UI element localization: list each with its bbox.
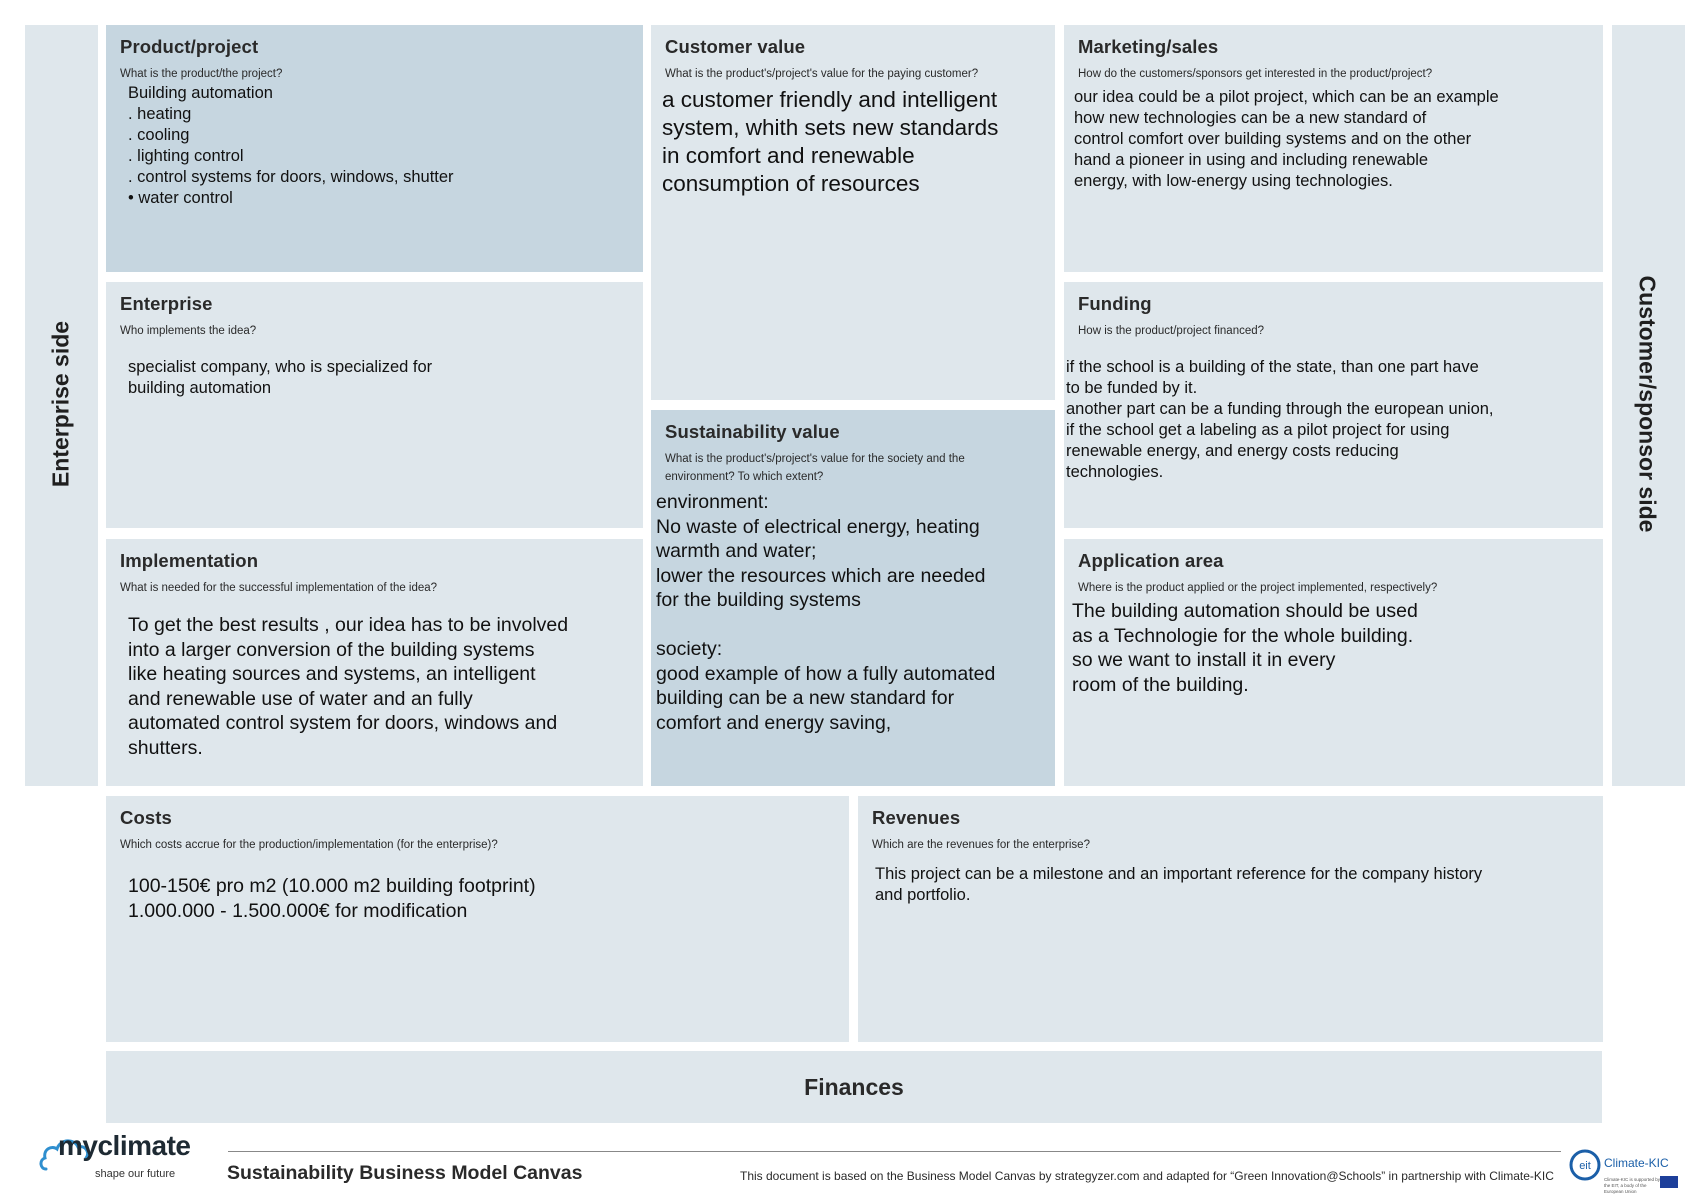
product-content: Building automation . heating . cooling . lighting control . control systems for doors, windows, shutter • water control: [128, 84, 454, 207]
implementation-box[interactable]: [106, 539, 643, 786]
implementation-question: What is needed for the successful implementation of the idea?: [120, 582, 438, 594]
customer-value-question: What is the product's/project's value for the paying customer?: [665, 68, 979, 80]
application-title: Application area: [1078, 550, 1224, 571]
logo-name: myclimate: [58, 1130, 191, 1161]
funding-question: How is the product/project financed?: [1078, 325, 1265, 337]
implementation-content: To get the best results , our idea has to be involved into a larger conversion of the building systems like heating sources and systems, an intelligent and renewable use of water and an fully automated control system for doors, windows and shutters.: [128, 614, 569, 759]
product-title: Product/project: [120, 36, 259, 57]
revenues-content: This project can be a milestone and an important reference for the company history and portfolio.: [875, 865, 1483, 904]
implementation-title: Implementation: [120, 550, 259, 571]
eu-flag-icon: [1660, 1176, 1678, 1188]
finances-bar: Finances: [106, 1051, 1602, 1123]
footer-note: This document is based on the Business Model Canvas by strategyzer.com and adapted for “Green Innovation@Schools” in partnership with Climate-KIC: [740, 1169, 1554, 1183]
costs-box[interactable]: [106, 796, 849, 1042]
enterprise-content: specialist company, who is specialized for building automation: [128, 358, 433, 397]
product-question: What is the product/the project?: [120, 68, 283, 80]
funding-title: Funding: [1078, 293, 1152, 314]
product-box[interactable]: [106, 25, 643, 272]
eit-mark: eit: [1579, 1160, 1591, 1172]
costs-content: 100-150€ pro m2 (10.000 m2 building footprint) 1.000.000 - 1.500.000€ for modification: [128, 875, 536, 922]
application-box[interactable]: [1064, 539, 1603, 786]
costs-question: Which costs accrue for the production/implementation (for the enterprise)?: [120, 839, 498, 851]
revenues-title: Revenues: [872, 807, 961, 828]
customer-side-label: Customer/sponsor side: [1634, 275, 1661, 533]
climate-kic-label: Climate-KIC: [1604, 1156, 1669, 1170]
enterprise-title: Enterprise: [120, 293, 213, 314]
revenues-box[interactable]: [858, 796, 1603, 1042]
enterprise-box[interactable]: [106, 282, 643, 528]
enterprise-side-label: Enterprise side: [47, 320, 74, 488]
canvas-title: Sustainability Business Model Canvas: [227, 1162, 583, 1184]
logo-tagline: shape our future: [95, 1168, 176, 1180]
customer-value-title: Customer value: [665, 36, 806, 57]
customer-value-content: a customer friendly and intelligent system, whith sets new standards in comfort and renewable consumption of resources: [662, 87, 999, 196]
sustainability-content: environment: No waste of electrical energy, heating warmth and water; lower the resources which are needed for the building systems society: good example of how a fully automated building can be a new standard for comfort and energy saving,: [656, 491, 996, 734]
footer-divider: [228, 1151, 1561, 1152]
marketing-content: our idea could be a pilot project, which can be an example how new technologies can be a new standard of control comfort over building systems and on the other hand a pioneer in using and including renewable energy, with low-energy using technologies.: [1074, 88, 1499, 190]
climate-kic-small-print: Climate-KIC is supported by the EIT, a body of the European Union: [1604, 1177, 1661, 1194]
marketing-box[interactable]: [1064, 25, 1603, 272]
revenues-question: Which are the revenues for the enterprise?: [872, 839, 1090, 851]
marketing-question: How do the customers/sponsors get interested in the product/project?: [1078, 68, 1433, 80]
application-content: The building automation should be used as a Technologie for the whole building. so we want to install it in every room of the building.: [1072, 600, 1418, 696]
myclimate-logo: [38, 1130, 191, 1185]
customer-value-box[interactable]: [651, 25, 1055, 400]
climate-kic-logo: [1568, 1144, 1688, 1192]
costs-title: Costs: [120, 807, 172, 828]
application-question: Where is the product applied or the project implemented, respectively?: [1078, 582, 1438, 594]
marketing-title: Marketing/sales: [1078, 36, 1219, 57]
sustainability-question: What is the product's/project's value for the society and the environment? To which extent?: [665, 453, 965, 483]
funding-box[interactable]: [1064, 282, 1603, 528]
eit-circle-icon: [1568, 1148, 1602, 1182]
funding-content: if the school is a building of the state, than one part have to be funded by it. another part can be a funding through the european union, if the school get a labeling as a pilot project for using renewable energy, and energy costs reducing technologies.: [1066, 358, 1494, 481]
enterprise-question: Who implements the idea?: [120, 325, 257, 337]
sustainability-title: Sustainability value: [665, 421, 840, 442]
sustainability-box[interactable]: [651, 410, 1055, 786]
